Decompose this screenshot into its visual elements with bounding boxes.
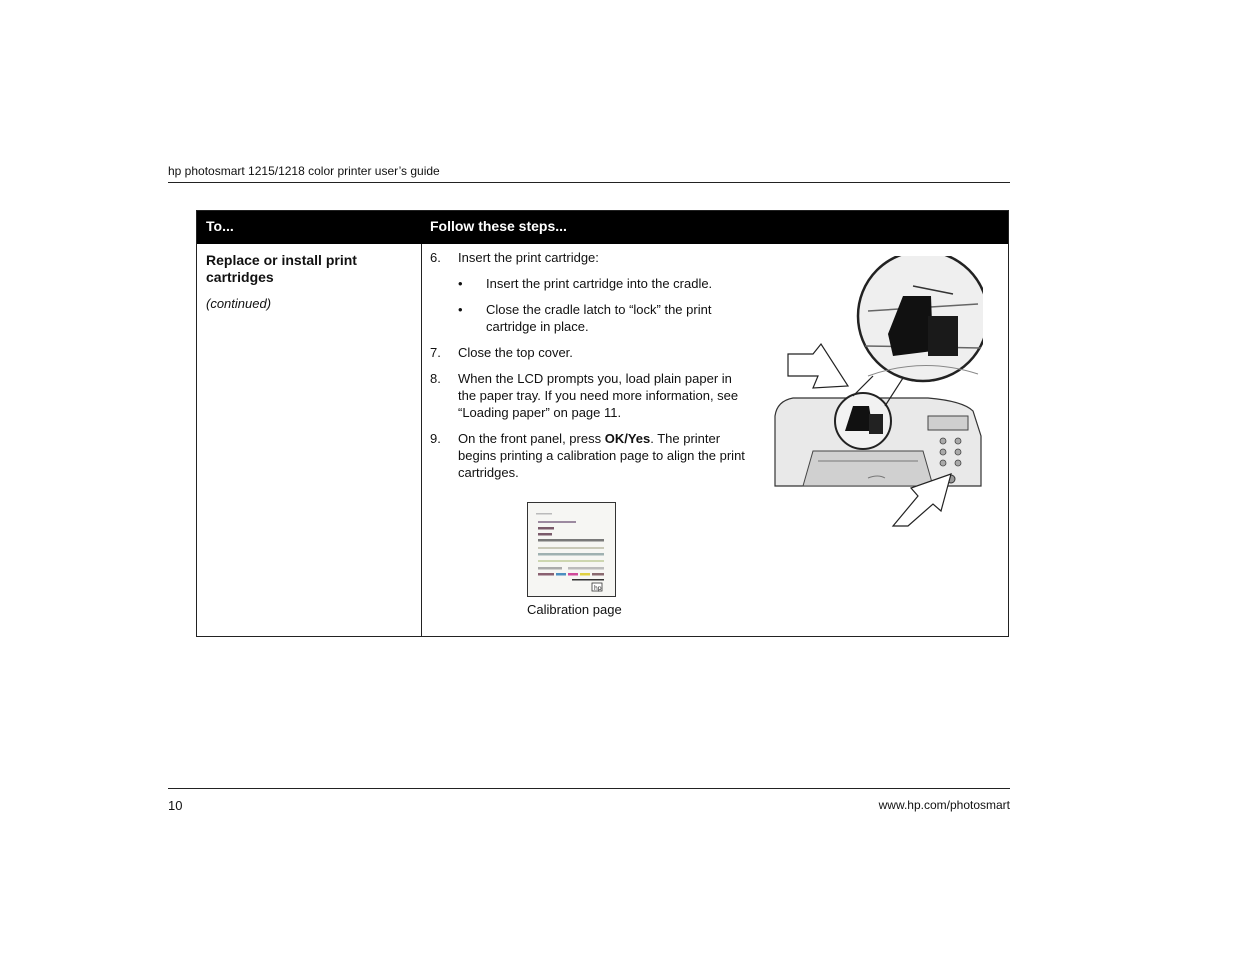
step-text-before: On the front panel, press — [458, 431, 605, 446]
steps-table — [196, 210, 1009, 637]
step-list — [430, 249, 750, 490]
bullet-mark: • — [458, 302, 463, 317]
sub-step-item — [458, 301, 750, 335]
step-number: 8. — [430, 371, 441, 386]
printer-illustration — [773, 256, 983, 536]
step-text: When the LCD prompts you, load plain paper in the paper tray. If you need more information, see “Loading paper” on page 11. — [458, 371, 739, 420]
sub-step-text: Close the cradle latch to “lock” the print cartridge in place. — [486, 302, 712, 334]
header-rule — [168, 182, 1010, 183]
column-header-steps: Follow these steps... — [430, 218, 567, 234]
step-text: Insert the print cartridge: — [458, 250, 599, 265]
figure-caption: Calibration page — [527, 602, 622, 617]
running-header: hp photosmart 1215/1218 color printer user’s guide — [168, 164, 440, 178]
footer-rule — [168, 788, 1010, 789]
sub-step-text: Insert the print cartridge into the cradle. — [486, 276, 713, 291]
step-item — [430, 249, 750, 266]
page-number: 10 — [168, 798, 183, 813]
step-number: 6. — [430, 250, 441, 265]
task-title: Replace or install print cartridges — [206, 252, 357, 285]
step-item — [430, 430, 750, 481]
step-item — [430, 344, 750, 361]
column-header-to: To... — [206, 218, 234, 234]
step-number: 7. — [430, 345, 441, 360]
calibration-page-thumbnail — [527, 502, 616, 597]
table-header — [197, 211, 1008, 244]
ok-yes-button-label: OK/Yes — [604, 431, 651, 446]
step-item — [430, 370, 750, 421]
sub-step-item — [458, 275, 750, 292]
task-note: (continued) — [206, 296, 272, 311]
step-text-after: . The printer begins printing a calibration page to align the print cartridges. — [458, 431, 745, 480]
step-text: Close the top cover. — [458, 345, 573, 360]
svg-text:hp: hp — [594, 585, 602, 592]
website-url: www.hp.com/photosmart — [878, 798, 1010, 812]
bullet-mark: • — [458, 276, 463, 291]
step-number: 9. — [430, 431, 441, 446]
column-divider — [421, 244, 422, 636]
